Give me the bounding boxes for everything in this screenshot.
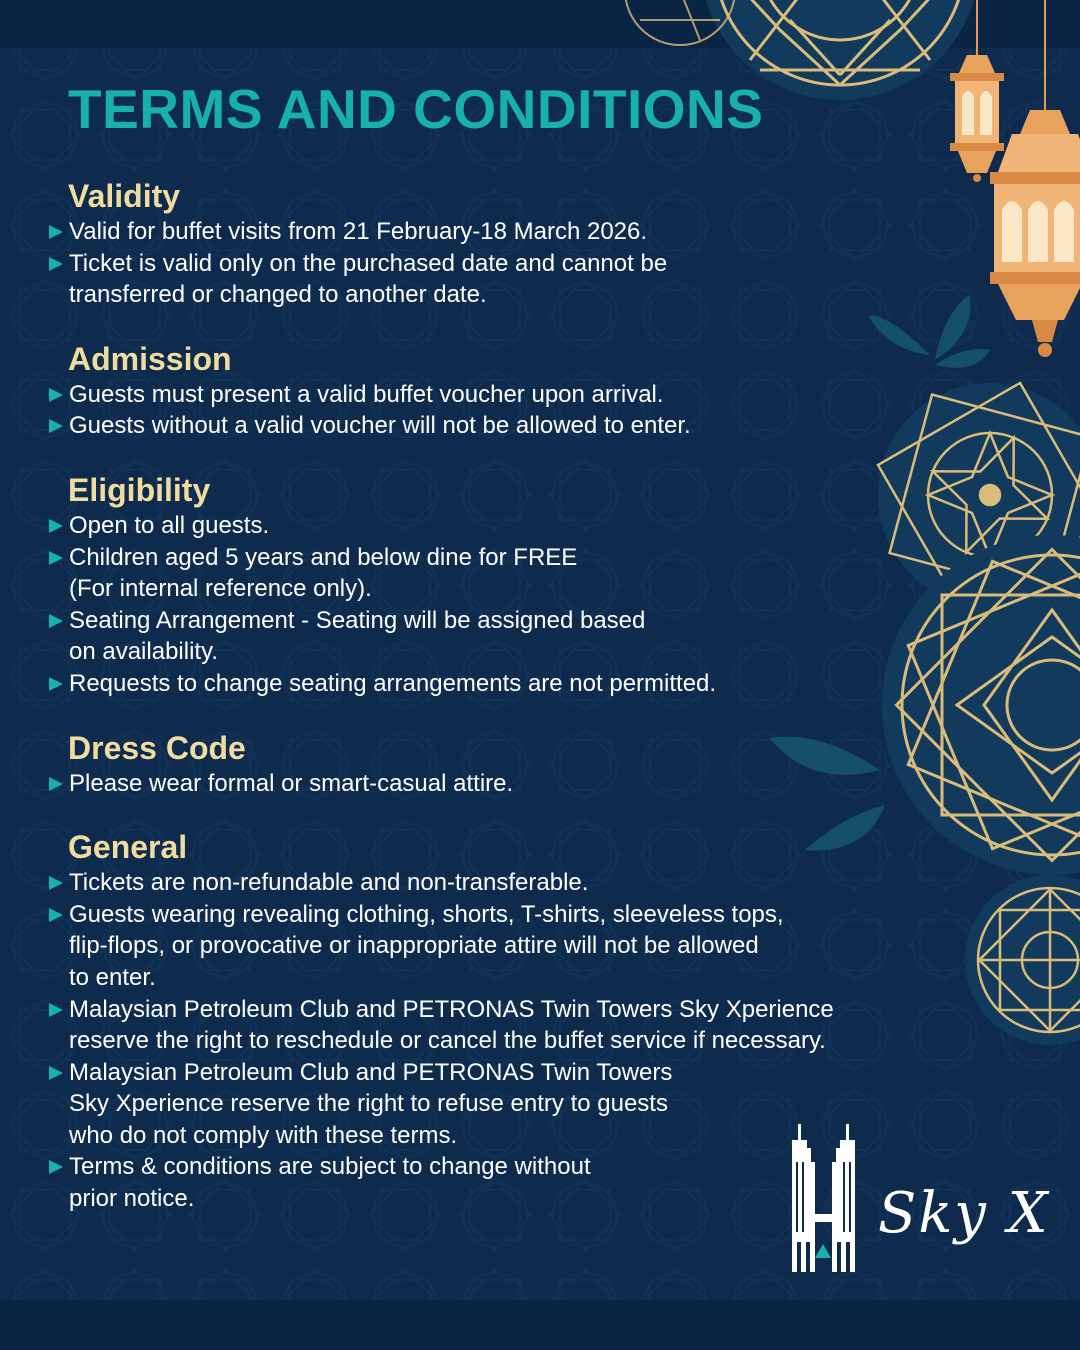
list-item: Seating Arrangement - Seating will be assigned based on availability.	[48, 605, 928, 668]
section-admission	[48, 341, 928, 442]
triangle-bullet-icon	[49, 225, 63, 239]
section-heading: Eligibility	[68, 471, 211, 508]
list-item: Guests must present a valid buffet voucher upon arrival.	[48, 379, 928, 411]
list-item: Valid for buffet visits from 21 February-18 March 2026.	[48, 216, 928, 248]
lantern-icon	[990, 0, 1080, 357]
triangle-bullet-icon	[49, 908, 63, 922]
triangle-bullet-icon	[49, 419, 63, 433]
list-item: Terms & conditions are subject to change without prior notice.	[48, 1151, 928, 1214]
list-item: Malaysian Petroleum Club and PETRONAS Twin Towers Sky Xperience reserve the right to refuse entry to guests who do not comply with these terms.	[48, 1057, 928, 1152]
triangle-bullet-icon	[49, 1066, 63, 1080]
section-heading: General	[68, 829, 188, 866]
list-item: Open to all guests.	[48, 510, 928, 542]
list-item: Please wear formal or smart-casual attire.	[48, 768, 928, 800]
section-heading: Admission	[68, 340, 232, 377]
list-item: Ticket is valid only on the purchased date and cannot be transferred or changed to another date.	[48, 248, 928, 311]
section-heading: Dress Code	[68, 729, 246, 766]
skyx-logo	[780, 1122, 1050, 1282]
section-dress-code	[48, 730, 928, 800]
lower-rosette-ornament	[965, 875, 1080, 1045]
list-item: Requests to change seating arrangements are not permitted.	[48, 668, 928, 700]
triangle-bullet-icon	[49, 519, 63, 533]
list-item: Guests wearing revealing clothing, shorts, T-shirts, sleeveless tops, flip-flops, or provocative or inappropriate attire will not be allowed to enter.	[48, 899, 928, 994]
list-item: Tickets are non-refundable and non-transferable.	[48, 867, 928, 899]
triangle-bullet-icon	[49, 1160, 63, 1174]
triangle-bullet-icon	[49, 677, 63, 691]
section-eligibility	[48, 472, 928, 700]
list-item: Children aged 5 years and below dine for FREE (For internal reference only).	[48, 542, 928, 605]
triangle-bullet-icon	[49, 1003, 63, 1017]
page-title: TERMS AND CONDITIONS	[68, 78, 764, 140]
list-item: Malaysian Petroleum Club and PETRONAS Twin Towers Sky Xperience reserve the right to reschedule or cancel the buffet service if necessary.	[48, 994, 928, 1057]
terms-content	[48, 78, 928, 1215]
section-validity	[48, 178, 928, 311]
triangle-bullet-icon	[49, 777, 63, 791]
list-item: Guests without a valid voucher will not be allowed to enter.	[48, 410, 928, 442]
twin-towers-logo-icon	[780, 1122, 870, 1282]
section-heading: Validity	[68, 178, 181, 214]
triangle-bullet-icon	[49, 614, 63, 628]
triangle-bullet-icon	[49, 876, 63, 890]
triangle-bullet-icon	[49, 257, 63, 271]
triangle-bullet-icon	[49, 551, 63, 565]
triangle-bullet-icon	[49, 388, 63, 402]
logo-wordmark: Sky X	[878, 1181, 1050, 1246]
